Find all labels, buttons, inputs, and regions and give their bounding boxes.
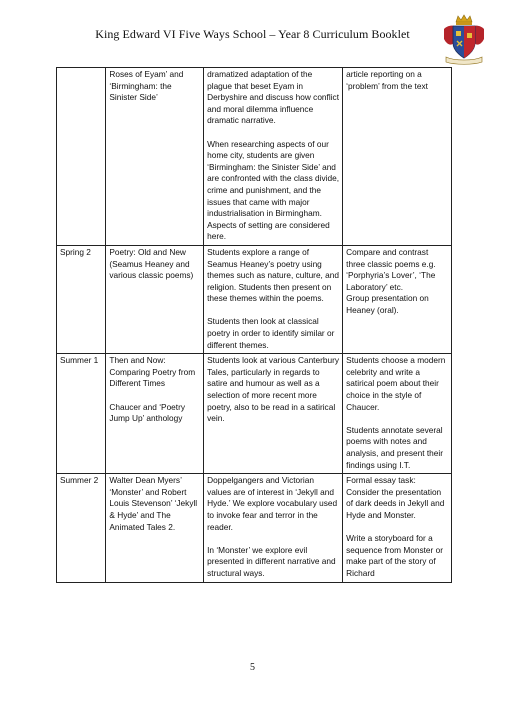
page-header-title: King Edward VI Five Ways School – Year 8 Curriculum Booklet	[95, 27, 410, 41]
topic-cell: Then and Now: Comparing Poetry from Different Times Chaucer and ‘Poetry Jump Up’ anthology	[106, 354, 204, 474]
term-cell: Summer 2	[57, 474, 106, 582]
table-row	[57, 68, 452, 246]
assessment-cell: Compare and contrast three classic poems e.g. ‘Porphyria’s Lover’, ‘The Laboratory’ etc. Group presentation on Heaney (oral).	[343, 245, 452, 353]
topic-cell: Poetry: Old and New (Seamus Heaney and various classic poems)	[106, 245, 204, 353]
content-cell: dramatized adaptation of the plague that beset Eyam in Derbyshire and discuss how conflict and moral dilemma influence dramatic narrative. When researching aspects of our home city, students are given ‘Birmingham: the Sinister Side’ and are confronted with the class divide, crime and punishment, and the issues that came with major industrialisation in Birmingham. Aspects of setting are considered here.	[204, 68, 343, 246]
assessment-cell: Students choose a modern celebrity and write a satirical poem about their choice in the style of Chaucer. Students annotate several poems with notes and analysis, and present their findings using I.T.	[343, 354, 452, 474]
assessment-cell: article reporting on a ‘problem’ from the text	[343, 68, 452, 246]
term-cell	[57, 68, 106, 246]
school-crest-icon	[440, 13, 488, 65]
table-row	[57, 474, 452, 582]
table-row	[57, 245, 452, 353]
topic-cell: Walter Dean Myers’ ‘Monster’ and Robert Louis Stevenson’ ‘Jekyll & Hyde’ and The Animated Tales 2.	[106, 474, 204, 582]
page-number: 5	[250, 662, 255, 673]
table-row	[57, 354, 452, 474]
content-cell: Students look at various Canterbury Tales, particularly in regards to satire and humour as well as a selection of more recent more poetry, also to be read in a satirical vein.	[204, 354, 343, 474]
topic-cell: Roses of Eyam’ and ‘Birmingham: the Sinister Side’	[106, 68, 204, 246]
assessment-cell: Formal essay task: Consider the presentation of dark deeds in Jekyll and Hyde and Monster. Write a storyboard for a sequence from Monster or make part of the story of Richard	[343, 474, 452, 582]
term-cell: Spring 2	[57, 245, 106, 353]
term-cell: Summer 1	[57, 354, 106, 474]
curriculum-table	[56, 67, 452, 583]
content-cell: Doppelgangers and Victorian values are of interest in ‘Jekyll and Hyde.’ We explore vocabulary used to invoke fear and terror in the reader. In ‘Monster’ we explore evil presented in different narrative and structural ways.	[204, 474, 343, 582]
content-cell: Students explore a range of Seamus Heaney’s poetry using themes such as nature, culture, and religion. Students then present on these themes within the poems. Students then look at classical poetry in order to identify similar or different themes.	[204, 245, 343, 353]
